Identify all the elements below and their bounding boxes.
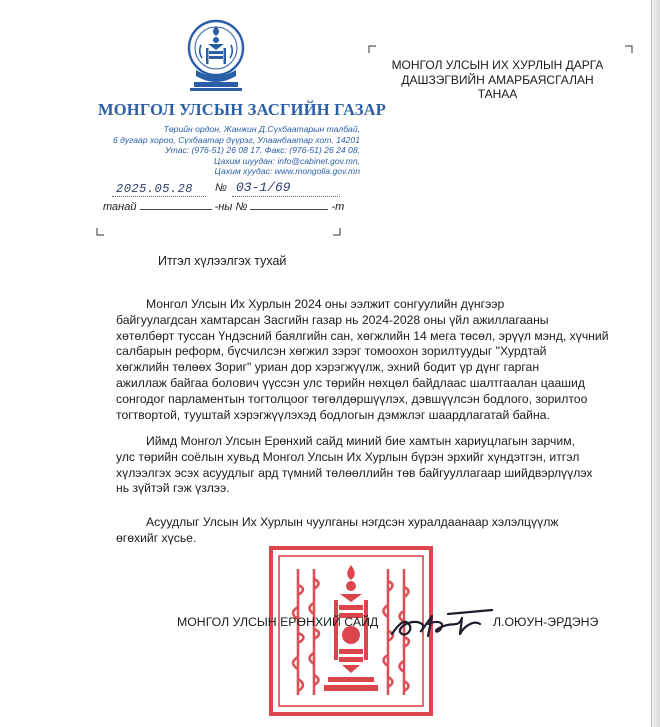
paragraph-line: хөтөлбөрт туссан Үндэсний баялгийн сан, хөгжлийн 14 мега төсөл, эрүүл мэнд, хүчний xyxy=(116,328,609,343)
ref-prefix: танай xyxy=(103,201,137,213)
paragraph-line: сонгодог парламентын тогтолцоог төгөлдөршүүлэх, дэвшүүлсэн бодлого, зорилтоо xyxy=(116,391,588,406)
org-address xyxy=(80,124,360,177)
ref-number-blank xyxy=(250,199,328,210)
reference-row xyxy=(103,199,348,213)
date-underline xyxy=(112,196,206,197)
body-paragraph-2 xyxy=(116,434,606,497)
paragraph-line: нь зүйтэй гэж үзлээ. xyxy=(116,481,230,496)
ref-middle: -ны № xyxy=(214,201,248,213)
addressee-block xyxy=(370,58,625,102)
addressee-line: ТАНАА xyxy=(477,87,518,101)
addressee-line: ДАШЗЭГВИЙН АМАРБАЯСГАЛАН xyxy=(401,72,594,87)
ref-date-blank xyxy=(140,199,212,210)
address-line: Цахим шуудан: info@cabinet.gov.mn, xyxy=(213,155,360,166)
page-edge xyxy=(651,0,660,727)
paragraph-line: хөгжлийн төлөөх Зориг" уриан дор хэрэгжүүлж, эхний бодит үр дүнг гарган xyxy=(116,360,540,375)
corner-bracket-icon xyxy=(625,45,633,53)
address-line: Төрийн ордон, Жанжин Д.Сүхбаатарын талбай, xyxy=(163,124,360,134)
paragraph-line: байгуулагдсан хамтарсан Засгийн газар нь 2024-2028 оны үйл ажиллагааны xyxy=(116,312,549,327)
paragraph-line: ажиллаж байгаа болович үүссэн улс төрийн нөхцөл байдлаас шалтгаалан цаашид xyxy=(116,375,585,390)
address-line: Утас: (976-51) 26 08 17, Факс: (976-51) 26 24 08, xyxy=(165,145,360,156)
org-name: МОНГОЛ УЛСЫН ЗАСГИЙН ГАЗАР xyxy=(98,100,387,119)
addressee-line: МОНГОЛ УЛСЫН ИХ ХУРЛЫН ДАРГА xyxy=(391,58,604,72)
paragraph-line: хүлээлгэх эсэх асуудлыг ард түмний төлөөллийн төв байгууллагаар шийдвэрлүүлэх xyxy=(116,465,593,480)
paragraph-line: тогтвортой, тууштай хэрэгжүүлэхэд бодлогын дэмжлэг шаардлагатай байна. xyxy=(116,407,550,422)
corner-bracket-icon xyxy=(333,228,341,236)
corner-bracket-icon xyxy=(96,228,104,236)
address-line: Цахим хуудас: www.mongolia.gov.mn xyxy=(214,166,360,177)
paragraph-line: Иймд Монгол Улсын Ерөнхий сайд миний бие хамтын хариуцлагын зарчим, xyxy=(146,434,575,448)
number-underline xyxy=(232,196,340,197)
document-date: 2025.05.28 xyxy=(116,182,194,196)
body-paragraph-3 xyxy=(116,515,606,547)
address-line: 6 дугаар хороо, Сүхбаатар дүүрэг, Улаанбаатар хот, 14201 xyxy=(113,134,360,145)
document-number-label: № xyxy=(215,182,227,194)
paragraph-line: өгөхийг хүсье. xyxy=(116,530,197,545)
soyombo-emblem-icon xyxy=(182,18,250,94)
paragraph-line: Асуудлыг Улсын Их Хурлын чуулганы нэгдсэн хуралдаанаар хэлэлцүүлж xyxy=(146,515,559,529)
document-number: 03-1/69 xyxy=(236,180,291,195)
ref-suffix: -т xyxy=(331,201,345,213)
paragraph-line: Монгол Улсын Их Хурлын 2024 оны ээлжит сонгуулийн дүнгээр xyxy=(146,297,505,311)
body-paragraph-1 xyxy=(116,297,609,423)
signer-name: Л.ОЮУН-ЭРДЭНЭ xyxy=(493,615,599,629)
paragraph-line: улс төрийн соёлын хувьд Монгол Улсын Их Хурлын бүрэн эрхийг хүндэтгэн, итгэл xyxy=(116,449,580,464)
signer-title: МОНГОЛ УЛСЫН ЕРӨНХИЙ САЙД xyxy=(177,615,379,629)
handwritten-signature-icon xyxy=(388,604,498,644)
corner-bracket-icon xyxy=(368,45,376,53)
paragraph-line: салбарын реформ, бүсчилсэн хөгжил зэрэг томоохон зорилтуудыг "Хурдтай xyxy=(116,344,547,359)
letter-subject: Итгэл хүлээлгэх тухай xyxy=(158,254,287,268)
